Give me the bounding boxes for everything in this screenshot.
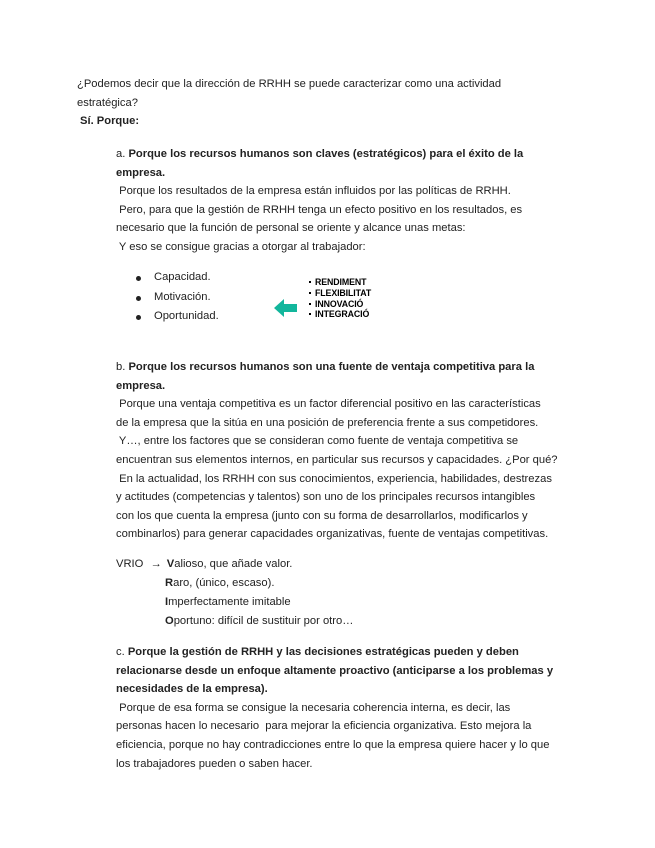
vrio-rest: aro, (único, escaso).: [173, 577, 275, 589]
left-arrow-icon: [274, 298, 298, 318]
section-a-line: Y eso se consigue gracias a otorgar al trabajador:: [116, 240, 366, 253]
vrio-initial: O: [165, 615, 174, 627]
section-c-heading-line1: Porque la gestión de RRHH y las decisiones estratégicas pueden y deben: [127, 646, 519, 658]
section-a-line: Pero, para que la gestión de RRHH tenga un efecto positivo en los resultados, es: [116, 203, 523, 216]
section-c-line: los trabajadores pueden o saben hacer.: [116, 757, 313, 770]
section-a-heading: [116, 145, 523, 164]
section-c: [116, 643, 553, 773]
section-b-line: de la empresa que la sitúa en una posición de preferencia frente a sus competidores.: [116, 416, 539, 429]
section-b-line: Y…, entre los factores que se consideran como fuente de ventaja competitiva se: [116, 435, 519, 448]
section-a-heading-line1: Porque los recursos humanos son claves (estratégicos) para el éxito de la: [128, 148, 524, 160]
vrio-rest: mperfectamente imitable: [168, 596, 291, 608]
section-c-heading: [116, 643, 553, 662]
section-b-heading-line2: empresa.: [116, 379, 166, 392]
section-a-line: Porque los resultados de la empresa están influidos por las políticas de RRHH.: [116, 185, 511, 198]
strategic-goals-graphic: [309, 277, 371, 320]
vrio-label: VRIO: [116, 558, 144, 570]
intro-question-line2: estratégica?: [77, 96, 138, 109]
section-b-heading-line1: Porque los recursos humanos son una fuente de ventaja competitiva para la: [128, 361, 535, 373]
section-a-heading-line2: empresa.: [116, 166, 166, 179]
section-b-line: En la actualidad, los RRHH con sus conocimientos, experiencia, habilidades, destrezas: [116, 472, 552, 485]
vrio-row: [165, 612, 353, 631]
vrio-initial: I: [165, 596, 169, 608]
right-arrow-icon: →: [150, 558, 162, 570]
section-c-heading-line3: necesidades de la empresa).: [116, 683, 268, 696]
section-b-prefix: b.: [116, 361, 129, 373]
section-c-line: eficiencia, porque no hay contradicciones entre lo que la empresa quiere hacer y lo que: [116, 738, 550, 751]
section-b-line: con los que cuenta la empresa (junto con su forma de desarrollarlos, modificarlos y: [116, 509, 528, 522]
graphic-item: FLEXIBILITAT: [309, 288, 371, 299]
section-b-heading: [116, 358, 558, 377]
intro-block: [77, 75, 501, 131]
section-c-prefix: c.: [116, 646, 128, 658]
section-a-prefix: a.: [116, 148, 129, 160]
section-c-heading-line2: relacionarse desde un enfoque altamente proactivo (anticiparse a los problemas y: [116, 664, 554, 677]
section-b: [116, 358, 558, 544]
bullet-item: Motivación.: [134, 288, 219, 308]
section-b-line: encuentran sus elementos internos, en particular sus recursos y capacidades. ¿Por qué?: [116, 453, 558, 466]
section-b-line: y actitudes (competencias y talentos) son uno de los principales recursos intangibles: [116, 491, 536, 504]
section-c-line: personas hacen lo necesario para mejorar la eficiencia organizativa. Esto mejora la: [116, 720, 532, 733]
vrio-rest: portuno: difícil de sustituir por otro…: [173, 615, 354, 627]
intro-answer: Sí. Porque:: [80, 115, 140, 128]
vrio-row: [165, 574, 274, 593]
section-a: [116, 145, 523, 257]
vrio-initial: V: [166, 558, 175, 570]
section-c-line: Porque de esa forma se consigue la necesaria coherencia interna, es decir, las: [116, 701, 511, 714]
vrio-initial: R: [165, 577, 174, 589]
bullet-item: Oportunidad.: [134, 307, 219, 327]
intro-question-line1: ¿Podemos decir que la dirección de RRHH se puede caracterizar como una actividad: [77, 78, 502, 90]
vrio-row: [165, 593, 291, 612]
section-a-line: necesario que la función de personal se oriente y alcance unas metas:: [116, 222, 466, 235]
bullet-list: [134, 268, 219, 327]
bullet-item: Capacidad.: [134, 268, 219, 288]
graphic-item: INTEGRACIÓ: [309, 309, 371, 320]
graphic-item: INNOVACIÓ: [309, 299, 371, 310]
section-b-line: Porque una ventaja competitiva es un factor diferencial positivo en las características: [116, 398, 541, 411]
vrio-first-row: [116, 555, 292, 574]
vrio-rest: alioso, que añade valor.: [174, 558, 293, 570]
graphic-item: RENDIMENT: [309, 277, 371, 288]
section-b-line: combinarlos) para generar capacidades organizativas, fuente de ventajas competitivas.: [116, 528, 549, 541]
